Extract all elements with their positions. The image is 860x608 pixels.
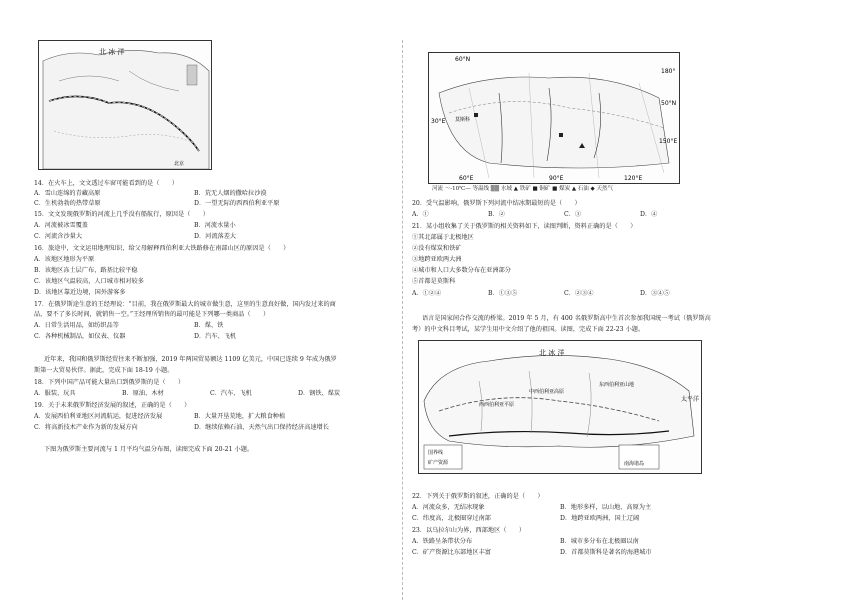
q21-option-c: C．②③④ [564, 290, 594, 297]
q20-option-d: D．④ [640, 211, 658, 218]
intro-20: 下图为俄罗斯主要河流与 1 月平均气温分布图，读图完成下面 20-21 小题。 [44, 446, 254, 453]
passage-18-line1: 近年来，我国和俄罗斯经贸往来不断加强，2019 年两国贸易额达 1109 亿美元，中国已连续 9 年成为俄罗 [44, 356, 337, 363]
q15-option-a: A．河流被冰雪覆盖 [34, 222, 88, 229]
q18-option-a: A．服装、玩具 [34, 390, 76, 397]
q19-stem: 19．关于未来俄罗斯经济发展的叙述，正确的是（ ） [34, 402, 191, 409]
q15-option-c: C．河流含沙量大 [34, 233, 83, 240]
map3-drawing [419, 341, 701, 473]
map3-ocean: 北 冰 洋 [539, 349, 565, 357]
q22-stem: 22．下列关于俄罗斯的叙述，正确的是（ ） [412, 493, 544, 500]
map1-ocean-label: 北 冰 洋 [99, 48, 125, 56]
q23-option-d: D．首都莫斯科是著名的海港城市 [560, 549, 652, 556]
map2-lon30: 30°E [431, 118, 446, 125]
q18-option-b: B．原油、木材 [122, 390, 164, 397]
q21-item-4: ④城市和人口大多数分布在亚洲部分 [412, 267, 511, 274]
q16-option-a: A．该地区地形为平原 [34, 256, 95, 263]
q17-option-a: A．日常生活用品，如纺织品等 [34, 322, 119, 329]
russia-terrain-map [418, 340, 702, 474]
passage-18-line2: 斯第一大贸易伙伴。据此，完成下面 18-19 小题。 [34, 367, 174, 374]
q16-option-c: C．该地区气温较高，人口城市相对较多 [34, 278, 144, 285]
q21-item-5: ⑤首都是莫斯科 [412, 278, 456, 285]
q21-stem: 21．某小组收集了关于俄罗斯的相关资料如下，读图判断，资料正确的是（ ） [412, 223, 637, 230]
map1-city-label: 北京 [174, 161, 185, 167]
q14-stem: 14．在火车上，文文透过车窗可能看到的是（ ） [34, 180, 178, 187]
map2-lat50: 50°N [661, 100, 677, 107]
q19-option-d: D．继续依赖石油、天然气出口保持经济高速增长 [194, 424, 329, 431]
q19-option-a: A．发展西伯利亚地区河流航运，促进经济发展 [34, 413, 163, 420]
russia-rivers-temperature-map [428, 52, 680, 184]
map2-lon90: 90°E [549, 175, 564, 182]
map3-legend-minerals: 矿产资源 [428, 460, 449, 466]
map2-lon180: 180° [661, 68, 676, 75]
map2-lat60: 60°N [455, 56, 471, 63]
q18-option-d: D．钢铁、煤炭 [298, 390, 341, 397]
q17-option-d: D．汽车、飞机 [194, 333, 237, 340]
q17-stem-line2: 品，要不了多长时间，就销售一空。”王经理所销售的最可能是下列哪一类商品（ ） [34, 311, 270, 318]
q23-stem: 23．以乌拉尔山为界，西部地区（ ） [412, 527, 526, 534]
q14-option-a: A．雪山连绵的青藏高原 [34, 190, 101, 197]
q22-option-a: A．河流众多，无结冰现象 [412, 504, 485, 511]
passage-22-line1: 语言是国家间合作交流的桥梁。2019 年 5 月，有 400 名俄罗斯高中生首次参加我国统一考试（俄罗斯高 [422, 315, 711, 322]
q22-option-d: D．地跨亚欧两洲，国土辽阔 [560, 515, 640, 522]
q16-option-b: B．该地区冻土层广布，路基比较平稳 [34, 267, 138, 274]
q21-item-1: ①其北部属于北极地区 [412, 234, 474, 241]
q20-option-a: A．① [412, 211, 429, 218]
q17-option-c: C．各种机械制品，如仪表、仪器 [34, 333, 126, 340]
map3-plain: 西西伯利亚平原 [479, 402, 515, 408]
q21-option-a: A．①②④ [412, 290, 442, 297]
map2-lon120: 120°E [624, 175, 643, 182]
map3-inset: 南海诸岛 [624, 461, 645, 467]
q16-option-d: D．该地区靠近边境，国外游客多 [34, 289, 126, 296]
q21-item-3: ③地跨亚欧两大洲 [412, 256, 462, 263]
map3-legend-border: 国界线 [428, 450, 444, 456]
q14-option-c: C．生机勃勃的热带草原 [34, 200, 101, 207]
q17-option-b: B．煤、铁 [194, 322, 224, 329]
map2-moscow: 莫斯科 [455, 117, 471, 123]
q18-stem: 18．下列中国产品可能大量出口到俄罗斯的是（ ） [34, 379, 185, 386]
q22-option-b: B．地形多样，以山地、高原为主 [560, 504, 652, 511]
q14-option-d: D．一望无际的西西伯利亚平原 [194, 200, 280, 207]
q15-stem: 15．文文发现俄罗斯的河流上几乎没有船航行，原因是（ ） [34, 211, 209, 218]
map2-drawing [429, 53, 679, 183]
map2-lon150: 150°E [659, 138, 678, 145]
q16-stem: 16．旅途中，文文运用地理知识，给父母解释西伯利亚大铁路修在南部山区的原因是（ ） [34, 245, 290, 252]
q17-stem-line1: 17．在俄罗斯途生意的王经理说：“目前，我在俄罗斯最大的城市做生意，这里的生意真好做，国内发过来的商 [34, 301, 336, 308]
map2-lon60: 60°E [459, 175, 474, 182]
q20-stem: 20．受气温影响，俄罗斯下列河流中结冰期最短的是（ ） [412, 200, 581, 207]
q21-item-2: ②没有煤炭和铁矿 [412, 245, 462, 252]
q20-option-b: B．② [488, 211, 505, 218]
q19-option-b: B．大量开垦荒地，扩大粮食种植 [194, 413, 286, 420]
map3-pacific: 太平洋 [681, 396, 700, 403]
q23-option-b: B．城市多分布在北极圈以南 [560, 538, 639, 545]
q15-option-b: B．河流水量小 [194, 222, 236, 229]
q23-option-a: A．铁路呈条带状分布 [412, 538, 473, 545]
q21-option-d: D．③④⑤ [640, 290, 670, 297]
q23-option-c: C．矿产资源比东部地区丰富 [412, 549, 491, 556]
map3-plateau: 中西伯利亚高原 [529, 389, 565, 395]
q18-option-c: C．汽车、飞机 [210, 390, 252, 397]
column-divider [402, 40, 403, 600]
q19-option-c: C．将高新技术产业作为新的发展方向 [34, 424, 138, 431]
map3-mountain: 东西伯利亚山地 [599, 382, 635, 388]
passage-22-line2: 考）的中文科目考试，某学生用中文介绍了他的祖国。读图，完成下面 22-23 小题。 [412, 326, 645, 333]
map2-legend: 河流 ～-10℃— 等温线 ▒▒ 水域 ▲ 铁矿 ■ 铜矿 ■ 煤炭 ▲ 石油 ◆ 天然气 [432, 186, 614, 192]
q20-option-c: C．③ [564, 211, 582, 218]
q22-option-c: C．纬度高，北极圈穿过南部 [412, 515, 491, 522]
q14-option-b: B．荒无人烟的撒哈拉沙漠 [194, 190, 267, 197]
q15-option-d: D．河流落差大 [194, 233, 237, 240]
russia-railway-map [38, 40, 212, 170]
map-drawing [39, 41, 211, 169]
q21-option-b: B．①③⑤ [488, 290, 518, 297]
